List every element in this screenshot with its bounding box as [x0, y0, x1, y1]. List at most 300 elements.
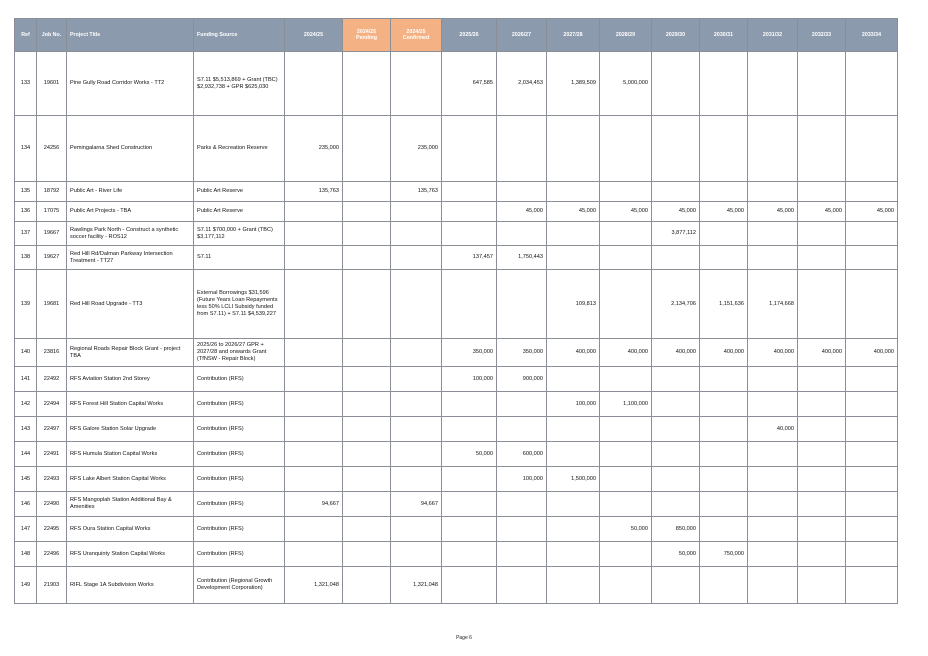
funding-source-cell: Contribution (RFS): [194, 517, 285, 542]
amount-cell: [798, 467, 846, 492]
funding-source-cell: Contribution (RFS): [194, 492, 285, 517]
ref-cell: 147: [15, 517, 37, 542]
amount-cell: [497, 222, 547, 246]
table-row: [15, 270, 898, 339]
amount-cell: [748, 492, 798, 517]
project-title-cell: RFS Aviation Station 2nd Storey: [67, 367, 194, 392]
amount-cell: [798, 492, 846, 517]
amount-cell: [343, 517, 391, 542]
amount-cell: [846, 517, 898, 542]
amount-cell: [798, 442, 846, 467]
amount-cell: [442, 392, 497, 417]
amount-cell: [285, 417, 343, 442]
amount-cell: [846, 116, 898, 182]
project-title-cell: RFS Galore Station Solar Upgrade: [67, 417, 194, 442]
amount-cell: [547, 367, 600, 392]
amount-cell: 50,000: [600, 517, 652, 542]
header-project-title: Project Title: [67, 19, 194, 52]
job-no-cell: 19681: [37, 270, 67, 339]
amount-cell: [391, 202, 442, 222]
job-no-cell: 19627: [37, 246, 67, 270]
table-row: [15, 442, 898, 467]
amount-cell: 135,763: [391, 182, 442, 202]
amount-cell: [652, 467, 700, 492]
amount-cell: [497, 542, 547, 567]
funding-source-cell: Public Art Reserve: [194, 202, 285, 222]
project-title-cell: Pemingalarna Shed Construction: [67, 116, 194, 182]
amount-cell: [391, 442, 442, 467]
funding-source-cell: 2025/26 to 2026/27 GPR + 2027/28 and onwards Grant (TfNSW - Repair Block): [194, 339, 285, 367]
table-row: [15, 202, 898, 222]
project-title-cell: Public Art Projects - TBA: [67, 202, 194, 222]
amount-cell: [700, 517, 748, 542]
amount-cell: [391, 467, 442, 492]
amount-cell: [748, 246, 798, 270]
header-2033-34: 2033/34: [846, 19, 898, 52]
amount-cell: 100,000: [442, 367, 497, 392]
amount-cell: [798, 367, 846, 392]
amount-cell: [547, 442, 600, 467]
amount-cell: [846, 417, 898, 442]
amount-cell: [600, 417, 652, 442]
amount-cell: 137,457: [442, 246, 497, 270]
amount-cell: 109,813: [547, 270, 600, 339]
ref-cell: 139: [15, 270, 37, 339]
amount-cell: [846, 467, 898, 492]
amount-cell: 1,100,000: [600, 392, 652, 417]
amount-cell: [343, 492, 391, 517]
header-2027-28: 2027/28: [547, 19, 600, 52]
amount-cell: [798, 517, 846, 542]
amount-cell: 1,321,048: [391, 567, 442, 604]
amount-cell: [391, 517, 442, 542]
amount-cell: [652, 116, 700, 182]
amount-cell: [547, 492, 600, 517]
ref-cell: 140: [15, 339, 37, 367]
amount-cell: [442, 270, 497, 339]
amount-cell: [343, 467, 391, 492]
amount-cell: [846, 567, 898, 604]
amount-cell: [285, 392, 343, 417]
job-no-cell: 23816: [37, 339, 67, 367]
amount-cell: [343, 339, 391, 367]
table-row: [15, 567, 898, 604]
table-row: [15, 492, 898, 517]
table-row: [15, 222, 898, 246]
amount-cell: 40,000: [748, 417, 798, 442]
amount-cell: [798, 222, 846, 246]
amount-cell: 45,000: [798, 202, 846, 222]
amount-cell: 400,000: [652, 339, 700, 367]
amount-cell: [700, 417, 748, 442]
job-no-cell: 22496: [37, 542, 67, 567]
amount-cell: [652, 417, 700, 442]
amount-cell: [748, 52, 798, 116]
job-no-cell: 22493: [37, 467, 67, 492]
amount-cell: [798, 116, 846, 182]
amount-cell: 94,667: [391, 492, 442, 517]
ref-cell: 134: [15, 116, 37, 182]
amount-cell: [391, 542, 442, 567]
amount-cell: [600, 246, 652, 270]
amount-cell: [547, 417, 600, 442]
amount-cell: [748, 567, 798, 604]
amount-cell: [748, 116, 798, 182]
table-row: [15, 246, 898, 270]
amount-cell: [391, 339, 442, 367]
job-no-cell: 22494: [37, 392, 67, 417]
amount-cell: [748, 182, 798, 202]
amount-cell: [748, 367, 798, 392]
ref-cell: 148: [15, 542, 37, 567]
amount-cell: [343, 542, 391, 567]
amount-cell: 600,000: [497, 442, 547, 467]
amount-cell: [547, 116, 600, 182]
project-title-cell: Red Hill Road Upgrade - TT3: [67, 270, 194, 339]
amount-cell: 1,750,443: [497, 246, 547, 270]
amount-cell: [700, 246, 748, 270]
amount-cell: 100,000: [547, 392, 600, 417]
amount-cell: [442, 517, 497, 542]
job-no-cell: 21903: [37, 567, 67, 604]
amount-cell: [497, 270, 547, 339]
amount-cell: [497, 182, 547, 202]
ref-cell: 143: [15, 417, 37, 442]
ref-cell: 146: [15, 492, 37, 517]
funding-source-cell: Contribution (Regional Growth Development Corporation): [194, 567, 285, 604]
amount-cell: [700, 182, 748, 202]
amount-cell: 100,000: [497, 467, 547, 492]
amount-cell: [442, 116, 497, 182]
amount-cell: [343, 392, 391, 417]
amount-cell: [497, 567, 547, 604]
amount-cell: 50,000: [442, 442, 497, 467]
job-no-cell: 19601: [37, 52, 67, 116]
project-title-cell: Rawlings Park North - Construct a synthetic soccer facility - ROS12: [67, 222, 194, 246]
amount-cell: [497, 116, 547, 182]
amount-cell: [343, 246, 391, 270]
amount-cell: [442, 492, 497, 517]
amount-cell: [285, 517, 343, 542]
amount-cell: [285, 270, 343, 339]
amount-cell: [391, 367, 442, 392]
header-2025-26: 2025/26: [442, 19, 497, 52]
amount-cell: [846, 270, 898, 339]
amount-cell: [285, 202, 343, 222]
amount-cell: [343, 442, 391, 467]
page-number: Page 6: [456, 635, 472, 641]
funding-source-cell: Public Art Reserve: [194, 182, 285, 202]
funding-source-cell: S7.11 $5,513,869 + Grant (TBC) $2,932,738 + GPR $625,030: [194, 52, 285, 116]
job-no-cell: 22495: [37, 517, 67, 542]
amount-cell: [343, 367, 391, 392]
amount-cell: [700, 367, 748, 392]
header-2031-32: 2031/32: [748, 19, 798, 52]
header-2029-30: 2029/30: [652, 19, 700, 52]
amount-cell: 50,000: [652, 542, 700, 567]
job-no-cell: 22497: [37, 417, 67, 442]
header-2032-33: 2032/33: [798, 19, 846, 52]
amount-cell: [391, 392, 442, 417]
amount-cell: 1,151,636: [700, 270, 748, 339]
amount-cell: [600, 467, 652, 492]
amount-cell: [343, 182, 391, 202]
amount-cell: [652, 52, 700, 116]
funding-source-cell: S7.11 $700,000 + Grant (TBC) $3,177,112: [194, 222, 285, 246]
amount-cell: [600, 442, 652, 467]
amount-cell: [442, 182, 497, 202]
amount-cell: [846, 246, 898, 270]
job-no-cell: 19667: [37, 222, 67, 246]
amount-cell: 45,000: [600, 202, 652, 222]
amount-cell: [547, 246, 600, 270]
amount-cell: [652, 246, 700, 270]
amount-cell: [600, 222, 652, 246]
ref-cell: 138: [15, 246, 37, 270]
amount-cell: 1,174,668: [748, 270, 798, 339]
job-no-cell: 17075: [37, 202, 67, 222]
amount-cell: [547, 182, 600, 202]
project-title-cell: RFS Forest Hill Station Capital Works: [67, 392, 194, 417]
amount-cell: [798, 246, 846, 270]
project-title-cell: Pine Gully Road Corridor Works - TT2: [67, 52, 194, 116]
amount-cell: [652, 392, 700, 417]
amount-cell: [798, 270, 846, 339]
amount-cell: 350,000: [442, 339, 497, 367]
amount-cell: 400,000: [600, 339, 652, 367]
amount-cell: [700, 442, 748, 467]
amount-cell: [798, 567, 846, 604]
ref-cell: 144: [15, 442, 37, 467]
amount-cell: [391, 222, 442, 246]
amount-cell: [442, 222, 497, 246]
amount-cell: [798, 392, 846, 417]
amount-cell: [497, 517, 547, 542]
amount-cell: 850,000: [652, 517, 700, 542]
project-title-cell: RFS Lake Albert Station Capital Works: [67, 467, 194, 492]
job-no-cell: 24256: [37, 116, 67, 182]
table-body: [15, 52, 898, 604]
amount-cell: [343, 567, 391, 604]
amount-cell: [285, 467, 343, 492]
header-2026-27: 2026/27: [497, 19, 547, 52]
job-no-cell: 18792: [37, 182, 67, 202]
project-title-cell: RFS Uranquinty Station Capital Works: [67, 542, 194, 567]
amount-cell: [748, 392, 798, 417]
ref-cell: 137: [15, 222, 37, 246]
funding-source-cell: S7.11: [194, 246, 285, 270]
header-job-no: Job No.: [37, 19, 67, 52]
header-2028-29: 2028/29: [600, 19, 652, 52]
table-row: [15, 467, 898, 492]
amount-cell: 400,000: [748, 339, 798, 367]
amount-cell: 1,500,000: [547, 467, 600, 492]
amount-cell: [846, 542, 898, 567]
amount-cell: 1,321,048: [285, 567, 343, 604]
amount-cell: [497, 392, 547, 417]
funding-source-cell: External Borrowings $31,596 (Future Years Loan Repayments less 50% LCLI Subsidy funded from S7.11) + S7.11 $4,539,227: [194, 270, 285, 339]
amount-cell: [343, 270, 391, 339]
amount-cell: 647,585: [442, 52, 497, 116]
amount-cell: 400,000: [547, 339, 600, 367]
project-title-cell: Public Art - River Life: [67, 182, 194, 202]
ref-cell: 135: [15, 182, 37, 202]
amount-cell: [285, 442, 343, 467]
amount-cell: [846, 52, 898, 116]
table-row: [15, 182, 898, 202]
amount-cell: [700, 392, 748, 417]
header-funding-source: Funding Source: [194, 19, 285, 52]
amount-cell: [547, 222, 600, 246]
amount-cell: [343, 52, 391, 116]
header-2024-25-confirmed: 2024/25 Confirmed: [391, 19, 442, 52]
job-no-cell: 22492: [37, 367, 67, 392]
table-row: [15, 517, 898, 542]
amount-cell: [700, 492, 748, 517]
amount-cell: [700, 567, 748, 604]
amount-cell: [442, 567, 497, 604]
amount-cell: [748, 442, 798, 467]
header-row: [15, 19, 898, 52]
header-2024-25: 2024/25: [285, 19, 343, 52]
amount-cell: [391, 270, 442, 339]
amount-cell: [700, 52, 748, 116]
amount-cell: 45,000: [846, 202, 898, 222]
amount-cell: [652, 182, 700, 202]
amount-cell: [652, 492, 700, 517]
amount-cell: [285, 246, 343, 270]
header-ref: Ref: [15, 19, 37, 52]
capital-works-table: [14, 18, 898, 604]
amount-cell: [391, 246, 442, 270]
header-2030-31: 2030/31: [700, 19, 748, 52]
ref-cell: 141: [15, 367, 37, 392]
amount-cell: [798, 542, 846, 567]
amount-cell: [748, 222, 798, 246]
job-no-cell: 22490: [37, 492, 67, 517]
funding-source-cell: Contribution (RFS): [194, 367, 285, 392]
table-row: [15, 367, 898, 392]
amount-cell: [343, 417, 391, 442]
amount-cell: 135,763: [285, 182, 343, 202]
amount-cell: [285, 542, 343, 567]
amount-cell: [748, 517, 798, 542]
amount-cell: [652, 567, 700, 604]
funding-source-cell: Parks & Recreation Reserve: [194, 116, 285, 182]
amount-cell: 5,000,000: [600, 52, 652, 116]
amount-cell: 750,000: [700, 542, 748, 567]
amount-cell: [442, 542, 497, 567]
amount-cell: [442, 467, 497, 492]
amount-cell: [547, 567, 600, 604]
amount-cell: [652, 442, 700, 467]
amount-cell: [442, 202, 497, 222]
amount-cell: [285, 52, 343, 116]
amount-cell: [600, 492, 652, 517]
amount-cell: [846, 492, 898, 517]
amount-cell: 45,000: [497, 202, 547, 222]
funding-source-cell: Contribution (RFS): [194, 467, 285, 492]
amount-cell: [798, 182, 846, 202]
project-title-cell: RIFL Stage 1A Subdivision Works: [67, 567, 194, 604]
amount-cell: [285, 367, 343, 392]
amount-cell: 45,000: [700, 202, 748, 222]
project-title-cell: RFS Oura Station Capital Works: [67, 517, 194, 542]
ref-cell: 136: [15, 202, 37, 222]
amount-cell: [846, 442, 898, 467]
project-title-cell: Red Hill Rd/Dalman Parkway Intersection Treatment - TT27: [67, 246, 194, 270]
table-row: [15, 339, 898, 367]
header-2024-25-pending: 2024/25 Pending: [343, 19, 391, 52]
amount-cell: [285, 339, 343, 367]
amount-cell: [343, 202, 391, 222]
amount-cell: [497, 492, 547, 517]
amount-cell: [547, 542, 600, 567]
amount-cell: [798, 52, 846, 116]
amount-cell: [600, 542, 652, 567]
amount-cell: [600, 182, 652, 202]
amount-cell: [343, 222, 391, 246]
project-title-cell: RFS Mangoplah Station Additional Bay & Amenities: [67, 492, 194, 517]
funding-source-cell: Contribution (RFS): [194, 442, 285, 467]
amount-cell: [391, 417, 442, 442]
amount-cell: 350,000: [497, 339, 547, 367]
amount-cell: [748, 542, 798, 567]
amount-cell: 1,389,509: [547, 52, 600, 116]
amount-cell: 2,034,453: [497, 52, 547, 116]
amount-cell: 900,000: [497, 367, 547, 392]
table-row: [15, 542, 898, 567]
amount-cell: 45,000: [748, 202, 798, 222]
table-row: [15, 52, 898, 116]
project-title-cell: RFS Humula Station Capital Works: [67, 442, 194, 467]
amount-cell: [798, 417, 846, 442]
project-title-cell: Regional Roads Repair Block Grant - project TBA: [67, 339, 194, 367]
funding-source-cell: Contribution (RFS): [194, 542, 285, 567]
amount-cell: 235,000: [285, 116, 343, 182]
amount-cell: 3,877,112: [652, 222, 700, 246]
amount-cell: [343, 116, 391, 182]
job-no-cell: 22491: [37, 442, 67, 467]
amount-cell: [600, 270, 652, 339]
amount-cell: [600, 567, 652, 604]
amount-cell: [652, 367, 700, 392]
ref-cell: 142: [15, 392, 37, 417]
table-row: [15, 392, 898, 417]
amount-cell: [846, 182, 898, 202]
amount-cell: [700, 222, 748, 246]
amount-cell: 235,000: [391, 116, 442, 182]
amount-cell: [700, 116, 748, 182]
amount-cell: [547, 517, 600, 542]
amount-cell: [748, 467, 798, 492]
amount-cell: [391, 52, 442, 116]
amount-cell: [700, 467, 748, 492]
ref-cell: 149: [15, 567, 37, 604]
amount-cell: [600, 116, 652, 182]
funding-source-cell: Contribution (RFS): [194, 417, 285, 442]
table-row: [15, 417, 898, 442]
amount-cell: [600, 367, 652, 392]
amount-cell: 400,000: [700, 339, 748, 367]
amount-cell: 94,667: [285, 492, 343, 517]
amount-cell: [846, 392, 898, 417]
table-row: [15, 116, 898, 182]
amount-cell: [846, 367, 898, 392]
amount-cell: 2,134,706: [652, 270, 700, 339]
amount-cell: 400,000: [846, 339, 898, 367]
amount-cell: [846, 222, 898, 246]
